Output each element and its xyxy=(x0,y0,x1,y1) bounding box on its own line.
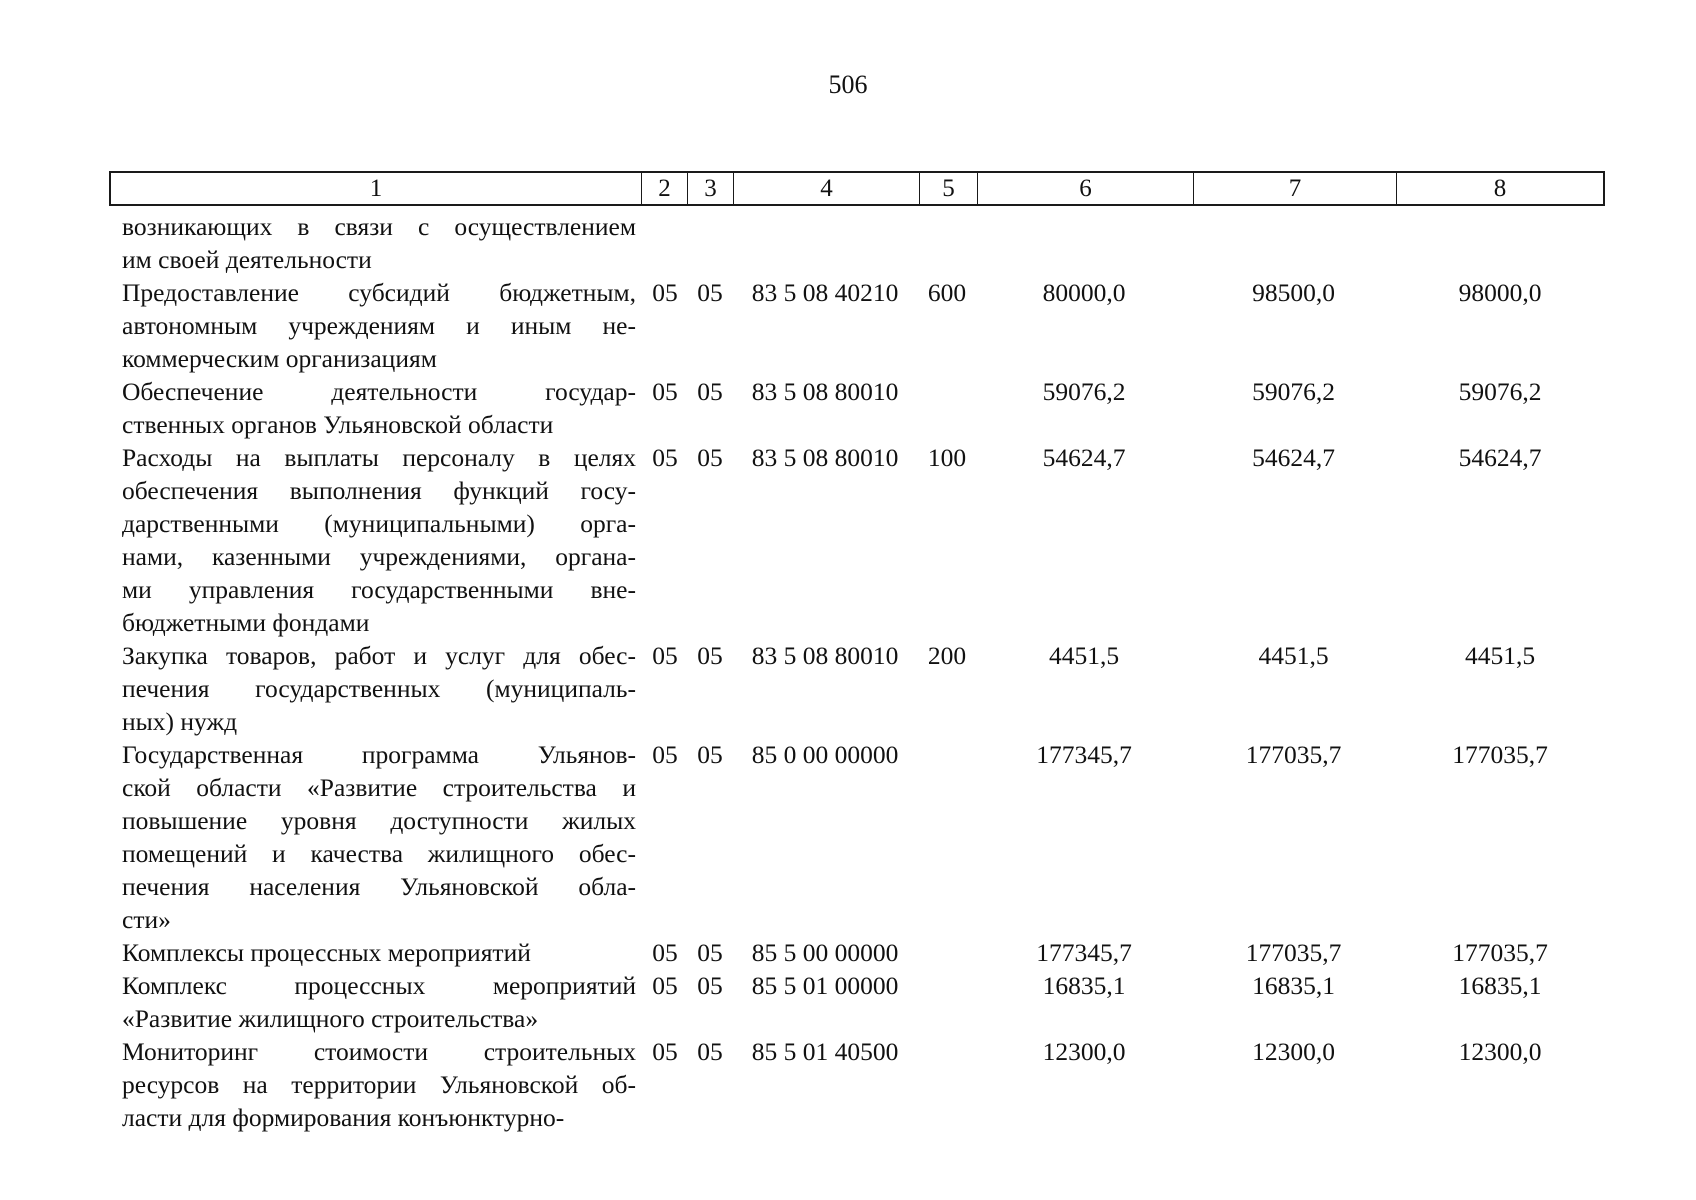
row-description xyxy=(109,1035,640,1134)
description-line: коммерческим организациям xyxy=(122,344,437,373)
amount-col-8: 98000,0 xyxy=(1458,278,1542,307)
page-number: 506 xyxy=(828,70,868,99)
header-col-4: 4 xyxy=(734,173,920,204)
subsection-code: 05 xyxy=(697,377,723,406)
amount-col-7: 177035,7 xyxy=(1245,938,1342,967)
amount-col-6: 12300,0 xyxy=(1042,1037,1126,1066)
description-line: «Развитие жилищного строительства» xyxy=(122,1004,539,1033)
header-col-6: 6 xyxy=(978,173,1194,204)
header-col-8: 8 xyxy=(1493,175,1507,202)
description-line: ской области «Развитие строительства и xyxy=(122,773,636,802)
amount-col-8: 4451,5 xyxy=(1464,641,1536,670)
table-row xyxy=(109,276,1605,375)
target-article-code: 85 5 01 40500 xyxy=(751,1037,899,1066)
amount-col-7: 177035,7 xyxy=(1245,740,1342,769)
section-code: 05 xyxy=(652,938,678,967)
header-col-5: 5 xyxy=(920,173,978,204)
description-line: бюджетными фондами xyxy=(122,608,370,637)
row-description xyxy=(109,936,640,969)
expense-type-code: 200 xyxy=(927,641,967,670)
subsection-code: 05 xyxy=(697,278,723,307)
target-article-code: 85 5 00 00000 xyxy=(751,938,899,967)
amount-col-7: 4451,5 xyxy=(1258,641,1329,670)
subsection-code: 05 xyxy=(697,938,723,967)
amount-col-7: 54624,7 xyxy=(1252,443,1335,472)
header-col-7: 7 xyxy=(1194,173,1397,204)
description-line: Мониторинг стоимости строительных xyxy=(122,1037,636,1066)
amount-col-6: 16835,1 xyxy=(1042,971,1126,1000)
table-row xyxy=(109,441,1605,639)
header-col-2: 2 xyxy=(642,173,688,204)
row-description xyxy=(109,276,640,375)
description-line: им своей деятельности xyxy=(122,245,372,274)
description-line: автономным учреждениям и иным не- xyxy=(122,311,636,340)
description-line: обеспечения выполнения функций госу- xyxy=(122,476,636,505)
amount-col-8: 54624,7 xyxy=(1458,443,1542,472)
expense-type-code: 100 xyxy=(927,443,967,472)
description-line: Предоставление субсидий бюджетным, xyxy=(122,278,636,307)
amount-col-7: 59076,2 xyxy=(1252,377,1335,406)
description-line: Комплекс процессных мероприятий xyxy=(122,971,636,1000)
description-line: Расходы на выплаты персоналу в целях xyxy=(122,443,636,472)
target-article-code: 85 0 00 00000 xyxy=(751,740,899,769)
section-code: 05 xyxy=(652,971,678,1000)
target-article-code: 83 5 08 80010 xyxy=(751,641,899,670)
subsection-code: 05 xyxy=(697,641,723,670)
table-row xyxy=(109,375,1605,441)
description-line: возникающих в связи с осуществлением xyxy=(122,212,636,241)
subsection-code: 05 xyxy=(697,971,723,1000)
table-header xyxy=(109,171,1605,206)
target-article-code: 85 5 01 00000 xyxy=(751,971,899,1000)
row-description xyxy=(109,639,640,738)
description-line: Государственная программа Ульянов- xyxy=(122,740,636,769)
amount-col-8: 177035,7 xyxy=(1452,938,1548,967)
amount-col-7: 98500,0 xyxy=(1252,278,1335,307)
target-article-code: 83 5 08 80010 xyxy=(751,377,899,406)
table-body xyxy=(109,210,1605,1134)
subsection-code: 05 xyxy=(697,1037,723,1066)
table-row xyxy=(109,738,1605,936)
amount-col-6: 177345,7 xyxy=(1036,938,1132,967)
amount-col-8: 177035,7 xyxy=(1452,740,1548,769)
table-row xyxy=(109,210,1605,276)
description-line: ных) нужд xyxy=(122,707,238,736)
row-description xyxy=(109,441,640,639)
amount-col-6: 80000,0 xyxy=(1042,278,1126,307)
description-line: Закупка товаров, работ и услуг для обес- xyxy=(122,641,636,670)
target-article-code: 83 5 08 40210 xyxy=(751,278,899,307)
description-line: ственных органов Ульяновской области xyxy=(122,410,554,439)
amount-col-7: 16835,1 xyxy=(1252,971,1335,1000)
description-line: Обеспечение деятельности государ- xyxy=(122,377,636,406)
amount-col-8: 12300,0 xyxy=(1458,1037,1542,1066)
amount-col-6: 4451,5 xyxy=(1048,641,1120,670)
row-description xyxy=(109,375,640,441)
section-code: 05 xyxy=(652,641,678,670)
description-line: печения государственных (муниципаль- xyxy=(122,674,636,703)
expense-type-code: 600 xyxy=(927,278,967,307)
header-col-3: 3 xyxy=(688,173,734,204)
amount-col-8: 59076,2 xyxy=(1458,377,1542,406)
section-code: 05 xyxy=(652,443,678,472)
description-line: повышение уровня доступности жилых xyxy=(122,806,636,835)
table-row xyxy=(109,936,1605,969)
amount-col-6: 59076,2 xyxy=(1042,377,1126,406)
subsection-code: 05 xyxy=(697,443,723,472)
subsection-code: 05 xyxy=(697,740,723,769)
description-line: ми управления государственными вне- xyxy=(122,575,636,604)
section-code: 05 xyxy=(652,377,678,406)
amount-col-7: 12300,0 xyxy=(1252,1037,1335,1066)
description-line: ласти для формирования конъюнктурно- xyxy=(122,1103,565,1132)
header-col-1: 1 xyxy=(111,173,642,204)
section-code: 05 xyxy=(652,1037,678,1066)
amount-col-6: 54624,7 xyxy=(1042,443,1126,472)
row-description xyxy=(109,210,640,276)
description-line: сти» xyxy=(122,905,171,934)
table-row xyxy=(109,969,1605,1035)
amount-col-6: 177345,7 xyxy=(1036,740,1132,769)
table-row xyxy=(109,1035,1605,1134)
target-article-code: 83 5 08 80010 xyxy=(751,443,899,472)
row-description xyxy=(109,969,640,1035)
section-code: 05 xyxy=(652,278,678,307)
description-line: помещений и качества жилищного обес- xyxy=(122,839,636,868)
table-row xyxy=(109,639,1605,738)
section-code: 05 xyxy=(652,740,678,769)
row-description xyxy=(109,738,640,936)
amount-col-8: 16835,1 xyxy=(1458,971,1542,1000)
description-line: печения населения Ульяновской обла- xyxy=(122,872,636,901)
description-line: ресурсов на территории Ульяновской об- xyxy=(122,1070,636,1099)
description-line: дарственными (муниципальными) орга- xyxy=(122,509,636,538)
description-line: нами, казенными учреждениями, органа- xyxy=(122,542,636,571)
description-line: Комплексы процессных мероприятий xyxy=(122,938,531,967)
